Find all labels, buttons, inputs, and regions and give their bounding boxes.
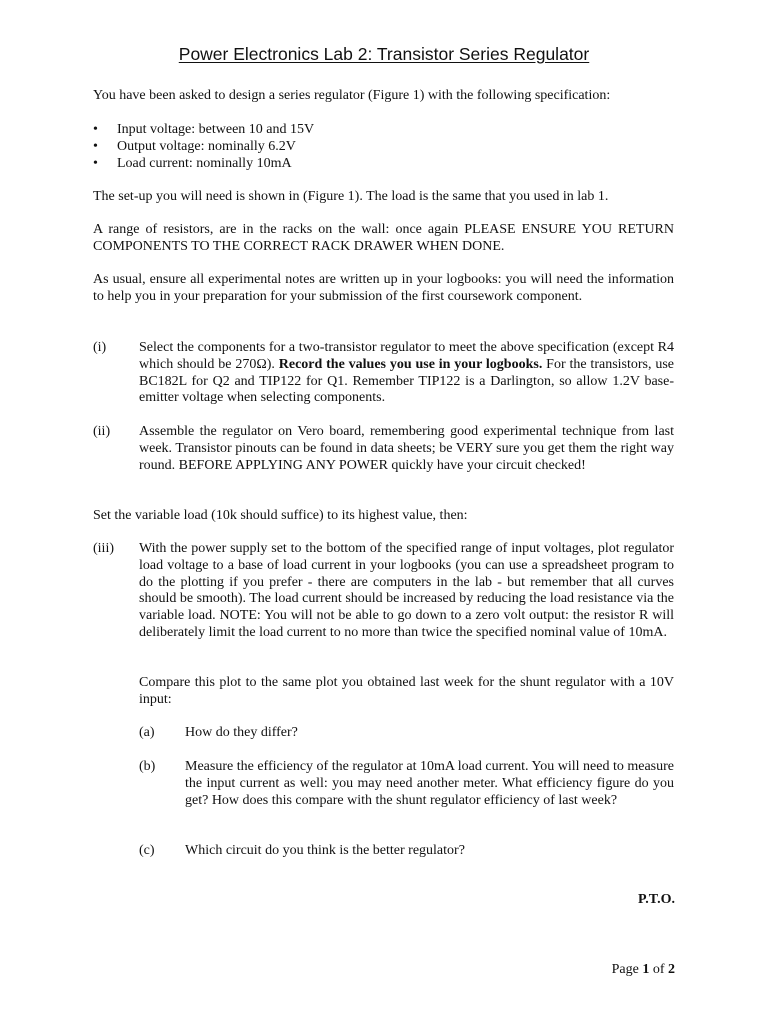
page-number: Page 1 of 2 — [611, 962, 675, 977]
emphasis-text: Record the values you use in your logbooks. — [278, 356, 543, 372]
bullet-icon: • — [93, 155, 98, 171]
step-body: With the power supply set to the bottom of the specified range of input voltages, plot regulator load voltage to a base of load current in your logbooks (you can use a spreadsheet program to do the plotting if you prefer - there are computers in the lab - but remember that all curves should be smooth). The load current should be increased by reducing the load resistance via the variable load. NOTE: You will not be able to go down to a zero volt output: the resistor R will deliberately limit the load current to no more than twice the specified nominal value of 10mA. — [139, 541, 674, 640]
question-text: Which circuit do you think is the better regulator? — [185, 843, 465, 858]
step-body: Assemble the regulator on Vero board, remembering good experimental technique from last week. Transistor pinouts can be found in data sheets; be VERY sure you get them the right way round. BEFORE APPLYING ANY POWER quickly have your circuit checked! — [139, 424, 674, 473]
please-turn-over: P.T.O. — [638, 892, 675, 907]
question-text: How do they differ? — [185, 725, 298, 740]
list-item: • Load current: nominally 10mA — [93, 155, 292, 171]
question-label: (c) — [139, 843, 155, 858]
question-label: (b) — [139, 759, 156, 774]
question-text: Measure the efficiency of the regulator at 10mA load current. You will need to measure the input current as well: you may need another meter. What efficiency figure do you get? How does this compare with the shunt regulator efficiency of last week? — [185, 759, 674, 808]
intro-paragraph: You have been asked to design a series regulator (Figure 1) with the following specification: — [93, 88, 611, 103]
compare-paragraph: Compare this plot to the same plot you obtained last week for the shunt regulator with a 10V input: — [139, 675, 674, 707]
notes-paragraph: As usual, ensure all experimental notes are written up in your logbooks: you will need the information to help you in your preparation for your submission of the first coursework component. — [93, 272, 674, 304]
list-item: • Input voltage: between 10 and 15V — [93, 122, 315, 137]
page-title: Power Electronics Lab 2: Transistor Series Regulator — [178, 44, 590, 64]
variable-load-paragraph: Set the variable load (10k should suffice) to its highest value, then: — [93, 508, 468, 523]
bullet-icon: • — [93, 122, 98, 137]
setup-paragraph: The set-up you will need is shown in (Figure 1). The load is the same that you used in lab 1. — [93, 189, 609, 204]
resistors-paragraph: A range of resistors, are in the racks on the wall: once again PLEASE ENSURE YOU RETURN COMPONENTS TO THE CORRECT RACK DRAWER WHEN DONE. — [93, 222, 674, 254]
question-label: (a) — [139, 725, 155, 740]
specification-list — [93, 122, 314, 172]
step-label: (ii) — [93, 424, 111, 439]
step-label: (iii) — [93, 541, 114, 556]
list-item: • Output voltage: nominally 6.2V — [93, 138, 296, 154]
bullet-icon: • — [93, 138, 98, 154]
step-label: (i) — [93, 340, 107, 355]
step-body: Select the components for a two-transistor regulator to meet the above specification (except R4 which should be 270Ω). Record the values you use in your logbooks. For the transistors, use BC182L for Q2 and TIP122 for Q1. Remember TIP122 is a Darlington, so allow 1.2V base-emitter voltage when selecting components. — [139, 340, 675, 406]
